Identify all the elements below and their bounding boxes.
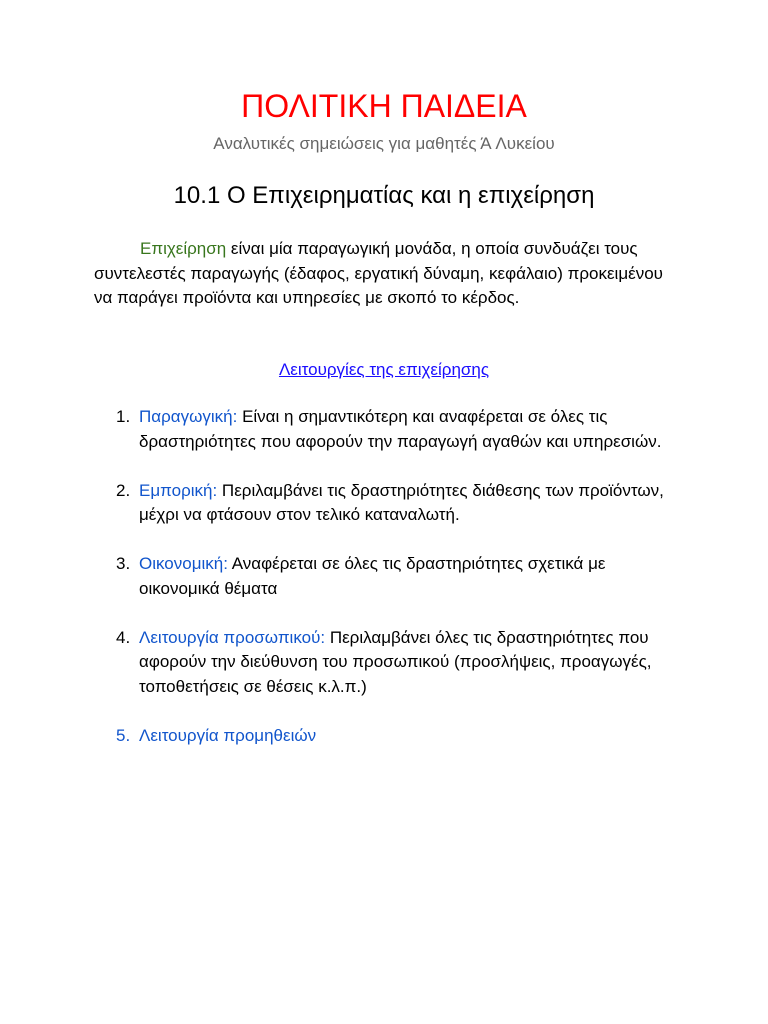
list-item-term: Εμπορική: xyxy=(139,480,218,500)
list-item-number: 4. xyxy=(116,627,131,647)
list-item xyxy=(110,479,690,528)
functions-heading xyxy=(0,358,768,382)
list-item-number: 3. xyxy=(116,554,131,573)
list-item-term: Λειτουργία προμηθειών xyxy=(139,725,317,745)
functions-list xyxy=(110,405,690,773)
section-heading: 10.1 Ο Επιχειρηματίας και η επιχείρηση xyxy=(173,182,595,209)
list-item-text: Περιλαμβάνει όλες τις δραστηριότητες που αφορούν την διεύθυνση του προσωπικού (προσλήψεις, προαγωγές, τοποθετήσεις σε θέσεις κ.λ.π.) xyxy=(139,627,652,696)
list-item-number: 2. xyxy=(116,480,131,500)
list-item-text: Περιλαμβάνει τις δραστηριότητες διάθεσης των προϊόντων, μέχρι να φτάσουν στον τελικό καταναλωτή. xyxy=(139,480,664,524)
page-subtitle: Αναλυτικές σημειώσεις για μαθητές Ά Λυκείου xyxy=(213,134,555,153)
list-item-text: Αναφέρεται σε όλες τις δραστηριότητες σχετικά με οικονομικά θέματα xyxy=(139,554,606,598)
list-item-term: Οικονομική: xyxy=(139,554,228,573)
page-title: ΠΟΛΙΤΙΚΗ ΠΑΙΔΕΙΑ xyxy=(241,88,527,124)
list-item-number: 1. xyxy=(116,407,131,426)
intro-paragraph xyxy=(94,237,684,311)
list-item xyxy=(110,405,690,454)
list-item-number: 5. xyxy=(116,725,131,745)
list-item xyxy=(110,626,690,700)
list-item xyxy=(110,552,690,601)
list-item-term: Λειτουργία προσωπικού: xyxy=(139,627,326,647)
list-item xyxy=(110,724,690,749)
intro-term: Επιχείρηση xyxy=(140,239,227,258)
list-item-text: Είναι η σημαντικότερη και αναφέρεται σε όλες τις δραστηριότητες που αφορούν την παραγωγή αγαθών και υπηρεσιών. xyxy=(139,407,662,451)
intro-text: είναι μία παραγωγική μονάδα, η οποία συνδυάζει τους συντελεστές παραγωγής (έδαφος, εργατική δύναμη, κεφάλαιο) προκειμένου να παράγει προϊόντα και υπηρεσίες με σκοπό το κέρδος. xyxy=(94,239,663,307)
list-item-term: Παραγωγική: xyxy=(139,407,238,426)
functions-heading-link[interactable]: Λειτουργίες της επιχείρησης xyxy=(278,360,490,379)
